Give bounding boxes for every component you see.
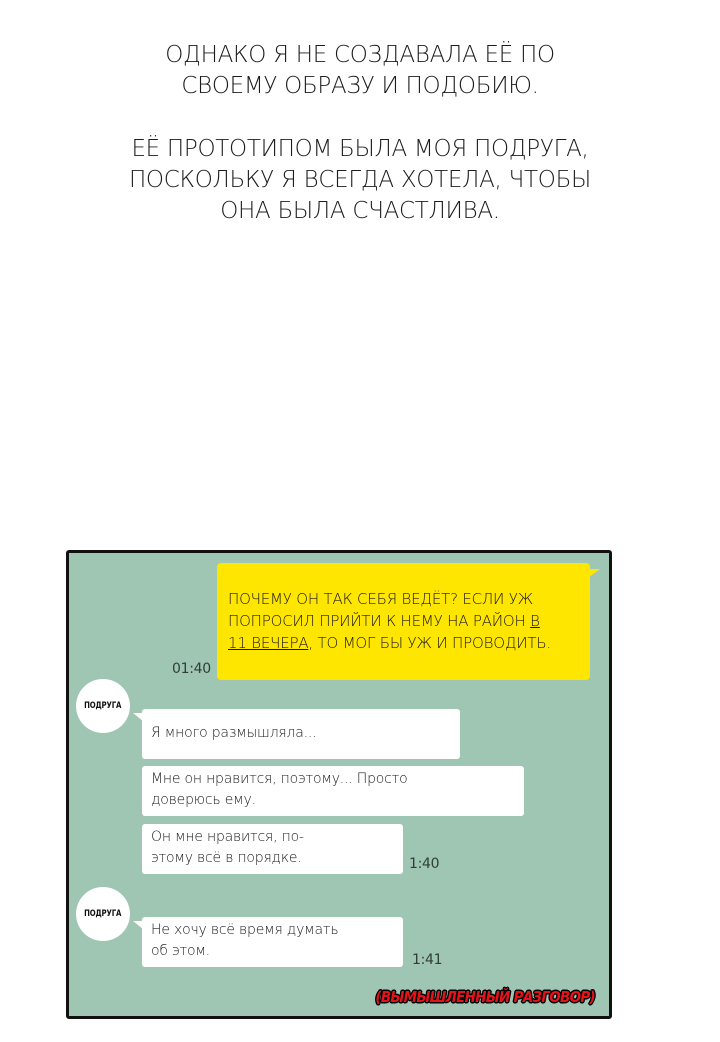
narration-line: СВОЕМУ ОБРАЗУ И ПОДОБИЮ.	[181, 73, 539, 99]
narration-block-1	[0, 40, 720, 102]
contact-avatar[interactable]	[76, 887, 130, 941]
received-message-bubble[interactable]	[142, 917, 403, 967]
received-message-bubble[interactable]	[142, 766, 524, 816]
narration-block-2	[0, 134, 720, 227]
received-message-line: этому всё в порядке.	[151, 850, 302, 866]
received-message-line: Мне он нравится, поэтому... Просто	[151, 771, 408, 787]
sent-message-underlined: 11 ВЕЧЕРА	[228, 634, 309, 652]
chat-panel	[66, 550, 612, 1019]
received-message-line: Не хочу всё время думать	[151, 922, 339, 938]
received-message-time: 1:41	[412, 952, 443, 968]
sent-message-line	[228, 610, 578, 632]
fictional-conversation-caption: (ВЫМЫШЛЕННЫЙ РАЗГОВОР)	[375, 988, 595, 1006]
sent-message-text	[228, 588, 578, 654]
sent-message-line	[228, 632, 578, 654]
received-message-line: об этом.	[151, 943, 210, 959]
received-message-line: Я много размышляла...	[151, 725, 317, 741]
sent-message-fragment: , ТО МОГ БЫ УЖ И ПРОВОДИТЬ.	[308, 634, 552, 652]
received-message-line: доверюсь ему.	[151, 792, 256, 808]
received-message-text	[151, 769, 408, 811]
sent-message-fragment: ПОПРОСИЛ ПРИЙТИ К НЕМУ НА РАЙОН	[228, 612, 531, 630]
received-message-bubble[interactable]	[142, 709, 460, 759]
contact-name: ПОДРУГА	[84, 701, 122, 711]
narration-line: ПОСКОЛЬКУ Я ВСЕГДА ХОТЕЛА, ЧТОБЫ	[128, 167, 592, 193]
sent-message-bubble[interactable]	[217, 563, 590, 680]
sent-message-underlined: В	[530, 612, 540, 630]
contact-name: ПОДРУГА	[84, 909, 122, 919]
received-message-text	[151, 920, 338, 962]
narration-line: ЕЁ ПРОТОТИПОМ БЫЛА МОЯ ПОДРУГА,	[131, 136, 589, 162]
sent-message-time: 01:40	[172, 661, 211, 677]
received-message-time: 1:40	[409, 856, 440, 872]
received-message-text	[151, 723, 316, 744]
received-message-bubble[interactable]	[142, 824, 403, 874]
received-message-text	[151, 827, 304, 869]
narration-line: ОНА БЫЛА СЧАСТЛИВА.	[220, 198, 500, 224]
narration-line: ОДНАКО Я НЕ СОЗДАВАЛА ЕЁ ПО	[165, 42, 555, 68]
contact-avatar[interactable]	[76, 679, 130, 733]
received-message-line: Он мне нравится, по-	[151, 829, 304, 845]
sent-message-line: ПОЧЕМУ ОН ТАК СЕБЯ ВЕДЁТ? ЕСЛИ УЖ	[228, 590, 534, 608]
